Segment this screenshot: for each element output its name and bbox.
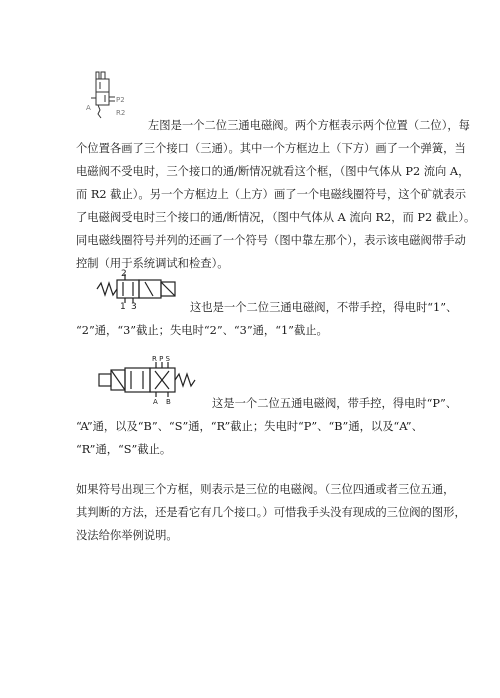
section1-line-3: 电磁阀不受电时，三个接口的通/断情况就看这个框，（图中气体从 P2 流向 A，: [76, 165, 470, 178]
five-two-valve-symbol: [95, 354, 215, 404]
port-label-a: A: [86, 104, 91, 112]
section4-line-1: 如果符号出现三个方框，则表示是三位的电磁阀。（三位四通或者三位五通，: [76, 483, 455, 496]
section1-line-1: 左图是一个二位三通电磁阀。两个方框表示两个位置（二位），每: [148, 119, 470, 132]
section3-line-1: 这是一个二位五通电磁阀，带手控，得电时“P”、: [212, 397, 458, 410]
three-two-valve-horizontal-symbol: [95, 268, 185, 310]
three-two-valve-vertical-symbol: [85, 70, 140, 128]
section1-line-4: 而 R2 截止）。另一个方框边上（上方）画了一个电磁线圈符号，这个矿就表示: [76, 188, 467, 201]
section3-line-3: “R”通，“S”截止。: [76, 443, 172, 456]
port-label-b: B: [166, 398, 171, 404]
section1-line-6: 同电磁线圈符号并列的还画了一个符号（图中靠左那个），表示该电磁阀带手动: [76, 234, 466, 247]
section4-line-3: 没法给你举例说明。: [76, 529, 178, 542]
port-label-a: A: [153, 398, 158, 404]
port-label-2: 2: [121, 269, 127, 279]
section2-line-1: 这也是一个二位三通电磁阀，不带手控，得电时“1”、: [190, 301, 458, 314]
port-label-r2: R2: [116, 109, 126, 117]
section4-line-2: 其判断的方法，还是看它有几个接口。）可惜我手头没有现成的三位阀的图形，: [76, 506, 466, 519]
section1-line-5: 了电磁阀受电时三个接口的通/断情况，（图中气体从 A 流向 R2，而 P2 截止）。: [76, 211, 476, 224]
port-label-1: 1: [120, 302, 126, 310]
section3-line-2: “A”通，以及“B”、“S”通，“R”截止；失电时“P”、“B”通，以及“A”、: [76, 420, 423, 433]
section1-line-7: 控制（用于系统调试和检查）。: [76, 257, 229, 270]
port-label-3: 3: [131, 302, 137, 310]
section1-line-2: 个位置各画了三个接口（三通）。其中一个方框边上（下方）画了一个弹簧，当: [76, 142, 466, 155]
port-labels-r-p-s: R P S: [152, 355, 170, 363]
section2-line-2: “2”通，“3”截止；失电时“2”、“3”通，“1”截止。: [76, 324, 328, 337]
port-label-p2: P2: [116, 96, 125, 104]
